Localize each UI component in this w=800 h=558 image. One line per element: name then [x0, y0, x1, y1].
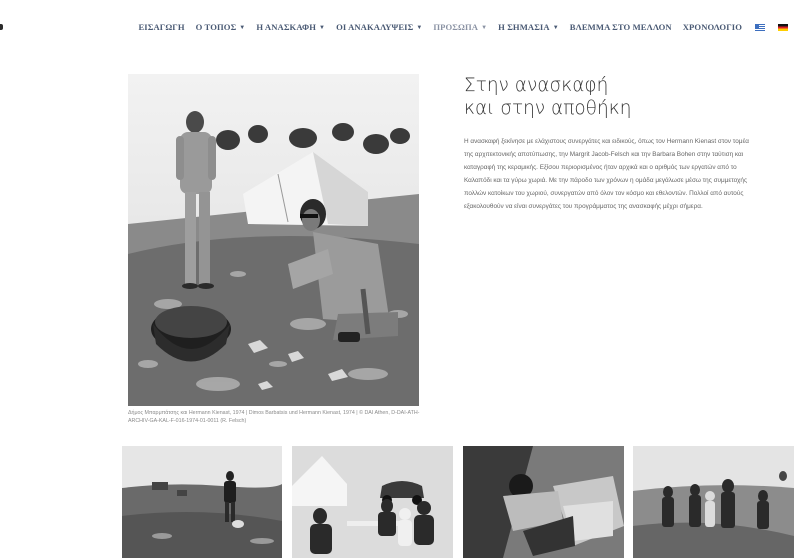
thumbnail-excavation-field[interactable]	[122, 446, 282, 558]
nav-item-label: ΒΛΕΜΜΑ ΣΤΟ ΜΕΛΛΟΝ	[569, 22, 672, 32]
nav-item-label: ΟΙ ΑΝΑΚΑΛΥΨΕΙΣ	[336, 22, 414, 32]
hero-photo	[128, 74, 419, 406]
chevron-down-icon: ▼	[481, 25, 488, 31]
nav-item-future[interactable]	[570, 22, 672, 32]
thumbnail-camp-table[interactable]	[292, 446, 453, 558]
nav-item-place[interactable]	[196, 22, 246, 32]
german-flag-icon[interactable]	[778, 24, 788, 31]
nav-item-timeline[interactable]	[683, 22, 742, 32]
nav-item-excavation[interactable]	[256, 22, 325, 32]
nav-item-label: Ο ΤΟΠΟΣ	[195, 22, 237, 32]
greek-flag-icon[interactable]	[755, 24, 765, 31]
nav-item-discoveries[interactable]	[336, 22, 422, 32]
chevron-down-icon: ▼	[416, 25, 423, 31]
nav-item-label: Η ΣΗΜΑΣΙΑ	[498, 22, 550, 32]
title-line: και στην αποθήκη	[464, 98, 632, 119]
title-line: Στην ανασκαφή	[464, 75, 609, 96]
menu-edge-icon[interactable]	[0, 24, 3, 30]
main-menu	[138, 22, 788, 32]
nav-item-intro[interactable]	[138, 22, 184, 32]
thumbnail-trench-work[interactable]	[463, 446, 624, 558]
chevron-down-icon: ▼	[552, 25, 559, 31]
top-navigation	[0, 0, 800, 56]
nav-item-label: Η ΑΝΑΣΚΑΦΗ	[256, 22, 317, 32]
intro-paragraph: Η ανασκαφή ξεκίνησε με ελάχιστους συνεργάτες και ειδικούς, όπως τον Hermann Kienast στον τομέα της αρχιτεκτονικής αποτύπωσης, την Margrit Jacob-Felsch και την Barbara Bohen στην ταύτιση και καταγραφή της κεραμικής. Εξίσου περιορισμένος ήταν αρχικά και ο αριθμός των εργατών από το Καλαπόδι και τα γύρω χωριά. Με την πάροδο των χρόνων η ομάδα μεγάλωσε μέσω της συμμετοχής πολλών κατοίκων του χωριού, συνεργατών από όλον τον κόσμο και εθελοντών. Πολλοί από αυτούς εξακολουθούν να είναι συνεργάτες του προγράμματος της ανασκαφής μέχρι σήμερα.	[464, 138, 749, 210]
thumbnail-excavation-group[interactable]	[633, 446, 794, 558]
nav-item-label: ΠΡΟΣΩΠΑ	[433, 22, 479, 32]
page-title	[464, 74, 784, 120]
nav-item-label: ΧΡΟΝΟΛΟΓΙΟ	[682, 22, 742, 32]
chevron-down-icon: ▼	[239, 25, 246, 31]
chevron-down-icon: ▼	[319, 25, 326, 31]
nav-item-significance[interactable]	[498, 22, 559, 32]
photo-caption: Δήμος Μπαρμπάτσης και Hermann Kienast, 1974 | Dimos Barbatsis und Hermann Kienast, 1974 | © DAI Athen, D-DAI-ATH-ARCHIV-GA-KAL-F-016-1974-01-0011 (R. Felsch)	[128, 410, 420, 424]
nav-item-label: ΕΙΣΑΓΩΓΗ	[138, 22, 185, 32]
nav-item-people[interactable]	[433, 22, 487, 32]
